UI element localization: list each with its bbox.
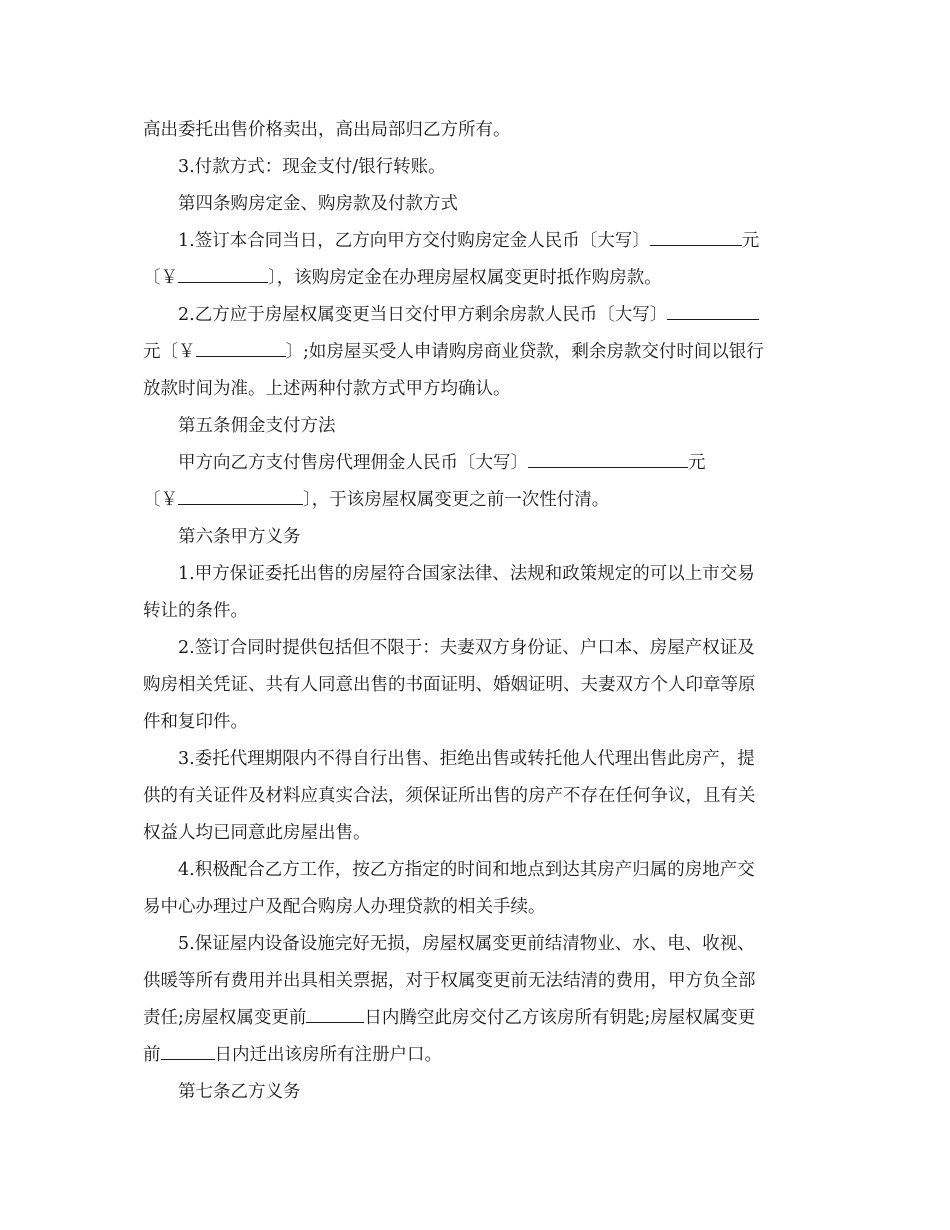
article-4-heading: 第四条购房定金、购房款及付款方式 [178, 194, 458, 214]
clause-6-5-line: 责任;房屋权属变更前 日内腾空此房交付乙方该房所有钥匙;房屋权属变更 [143, 1008, 756, 1028]
clause-6-5-line: 供暖等所有费用并出具相关票据，对于权属变更前无法结清的费用，甲方负全部 [143, 971, 756, 991]
clause-6-3-line: 供的有关证件及材料应真实合法，须保证所出售的房产不存在任何争议，且有关 [143, 786, 756, 806]
article-5-line: 甲方向乙方支付售房代理佣金人民币〔大写〕 元 [178, 453, 706, 473]
deposit-amount-number-blank[interactable] [178, 266, 268, 283]
clause-6-5-line: 前 日内迁出该房所有注册户口。 [143, 1045, 442, 1065]
article-5-heading: 第五条佣金支付方法 [178, 416, 336, 436]
clause-6-3-line: 权益人均已同意此房屋出售。 [143, 823, 371, 843]
clause-6-4-line: 易中心办理过户及配合购房人办理贷款的相关手续。 [143, 897, 546, 917]
payment-method-clause: 3.付款方式：现金支付/银行转账。 [178, 157, 446, 177]
deposit-amount-words-blank[interactable] [650, 229, 742, 246]
paragraph-line: 高出委托出售价格卖出，高出局部归乙方所有。 [143, 120, 511, 140]
clause-6-1-line: 1.甲方保证委托出售的房屋符合国家法律、法规和政策规定的可以上市交易 [178, 564, 755, 584]
household-registration-days-blank[interactable] [161, 1043, 215, 1060]
vacate-days-blank[interactable] [306, 1006, 364, 1023]
article-5-line: 〔￥ 〕，于该房屋权属变更之前一次性付清。 [143, 490, 610, 510]
commission-amount-number-blank[interactable] [178, 488, 303, 505]
clause-4-1-line: 1.签订本合同当日，乙方向甲方交付购房定金人民币〔大写〕 元 [178, 231, 760, 251]
clause-4-1-line: 〔￥ 〕，该购房定金在办理房屋权属变更时抵作购房款。 [143, 268, 662, 288]
article-6-heading: 第六条甲方义务 [178, 527, 301, 547]
clause-6-2-line: 件和复印件。 [143, 712, 248, 732]
commission-amount-words-blank[interactable] [528, 451, 688, 468]
clause-6-1-line: 转让的条件。 [143, 601, 248, 621]
clause-6-4-line: 4.积极配合乙方工作，按乙方指定的时间和地点到达其房产归属的房地产交 [178, 860, 755, 880]
balance-amount-number-blank[interactable] [196, 340, 286, 357]
clause-6-2-line: 购房相关凭证、共有人同意出售的书面证明、婚姻证明、夫妻双方个人印章等原 [143, 675, 756, 695]
balance-amount-words-blank[interactable] [667, 303, 759, 320]
article-7-heading: 第七条乙方义务 [178, 1082, 301, 1102]
clause-6-5-line: 5.保证屋内设备设施完好无损，房屋权属变更前结清物业、水、电、收视、 [178, 934, 755, 954]
clause-6-3-line: 3.委托代理期限内不得自行出售、拒绝出售或转托他人代理出售此房产，提 [178, 749, 755, 769]
clause-4-2-line: 元〔￥ 〕;如房屋买受人申请购房商业贷款，剩余房款交付时间以银行 [143, 342, 764, 362]
clause-4-2-line: 2.乙方应于房屋权属变更当日交付甲方剩余房款人民币〔大写〕 [178, 303, 759, 327]
clause-6-2-line: 2.签订合同时提供包括但不限于：夫妻双方身份证、户口本、房屋产权证及 [178, 638, 755, 658]
clause-4-2-line: 放款时间为准。上述两种付款方式甲方均确认。 [143, 379, 511, 399]
